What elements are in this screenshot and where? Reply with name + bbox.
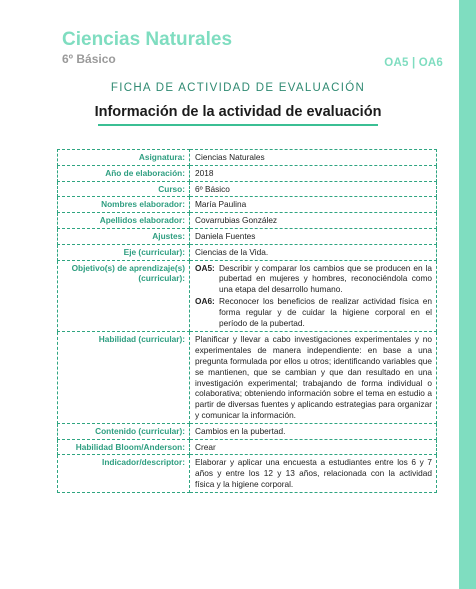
label-nombres: Nombres elaborador:: [58, 197, 190, 213]
value-ajustes: Daniela Fuentes: [190, 228, 437, 244]
row-anio: [58, 165, 437, 181]
value-contenido: Cambios en la pubertad.: [190, 423, 437, 439]
card-title: FICHA DE ACTIVIDAD DE EVALUACIÓN: [110, 82, 366, 94]
value-curso: 6º Básico: [190, 181, 437, 197]
label-anio: Año de elaboración:: [58, 165, 190, 181]
label-habilidad: Habilidad (curricular):: [58, 332, 190, 423]
value-eje: Ciencias de la Vida.: [190, 244, 437, 260]
value-anio: 2018: [190, 165, 437, 181]
row-apellidos: [58, 213, 437, 229]
label-curso: Curso:: [58, 181, 190, 197]
section-title: Información de la actividad de evaluación: [94, 104, 382, 120]
oa-tag: OA5 | OA6: [384, 57, 443, 69]
row-contenido: [58, 423, 437, 439]
objective-item: [195, 263, 432, 295]
row-ajustes: [58, 228, 437, 244]
subject-title: Ciencias Naturales: [62, 29, 233, 50]
value-apellidos: Covarrubias González: [190, 213, 437, 229]
label-indicador: Indicador/descriptor:: [58, 455, 190, 492]
objective-code: OA5:: [195, 262, 215, 273]
value-bloom: Crear: [190, 439, 437, 455]
value-indicador: Elaborar y aplicar una encuesta a estudiantes entre los 6 y 7 años y entre los 12 y 13 años, relacionada con la actividad física y la higiene corporal.: [190, 455, 437, 492]
label-objetivos: Objetivo(s) de aprendizaje(s) (curricular):: [58, 260, 190, 332]
grade-label: 6º Básico: [62, 52, 116, 66]
row-indicador: [58, 455, 437, 492]
objective-code: OA6:: [195, 295, 215, 306]
label-eje: Eje (curricular):: [58, 244, 190, 260]
row-eje: [58, 244, 437, 260]
row-curso: [58, 181, 437, 197]
row-asignatura: [58, 150, 437, 166]
objective-item: [195, 296, 432, 328]
objective-text: Reconocer los beneficios de realizar actividad física en forma regular y de cuidar la higiene corporal en el período de la pubertad.: [219, 295, 432, 328]
label-apellidos: Apellidos elaborador:: [58, 213, 190, 229]
objective-text: Describir y comparar los cambios que se producen en la pubertad en mujeres y hombres, reconociéndola como una etapa del desarrollo humano.: [219, 262, 432, 295]
title-underline: [98, 124, 378, 126]
value-asignatura: Ciencias Naturales: [190, 150, 437, 166]
row-bloom: [58, 439, 437, 455]
label-asignatura: Asignatura:: [58, 150, 190, 166]
value-objetivos: [190, 260, 437, 332]
row-nombres: [58, 197, 437, 213]
label-ajustes: Ajustes:: [58, 228, 190, 244]
label-bloom: Habilidad Bloom/Anderson:: [58, 439, 190, 455]
info-table: [57, 149, 437, 493]
value-habilidad: Planificar y llevar a cabo investigaciones experimentales y no experimentales de manera independiente: en base a una pregunta formulada por ellos u otros; identificando variables que se mantienen, que se cambian y que dan resultado en una investigación experimental; trabajando de forma individual o colaborativa; obteniendo información sobre el tema en estudio a partir de diversas fuentes y aplicando estrategias para organizar y comunicar la información.: [190, 332, 437, 423]
value-nombres: María Paulina: [190, 197, 437, 213]
label-contenido: Contenido (curricular):: [58, 423, 190, 439]
row-habilidad: [58, 332, 437, 423]
row-objetivos: [58, 260, 437, 332]
